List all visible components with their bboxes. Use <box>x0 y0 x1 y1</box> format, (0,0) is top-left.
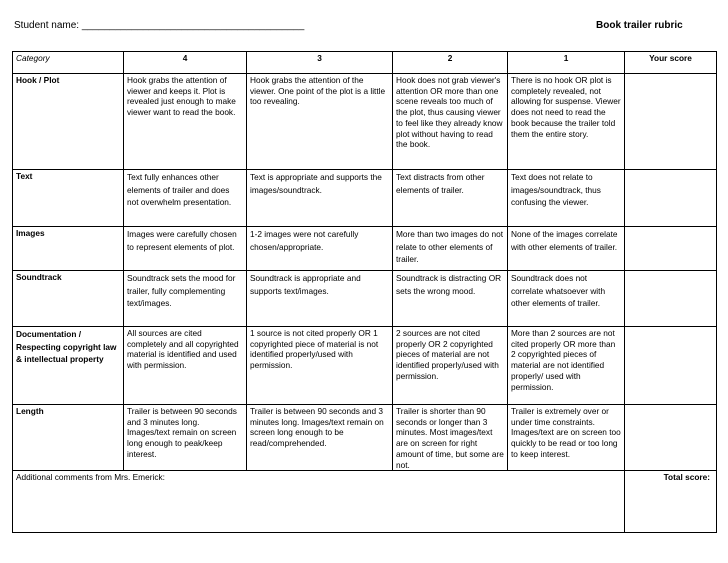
total-score-label: Total score: <box>625 471 717 533</box>
cell-hook-plot-1: There is no hook OR plot is completely revealed, not allowing for suspense. Viewer does not need to read the book because the trailer told them the entire story. <box>508 74 625 170</box>
cell-length-4: Trailer is between 90 seconds and 3 minutes long. Images/text remain on screen long enough to peak/keep interest. <box>124 405 247 471</box>
cell-length-2: Trailer is shorter than 90 seconds or longer than 3 minutes. Most images/text are on screen for right amount of time, but some are not. <box>393 405 508 471</box>
cell-images-2: More than two images do not relate to other elements of trailer. <box>393 227 508 271</box>
cell-documentation-1: More than 2 sources are not cited properly OR more than 2 copyrighted pieces of material are not identified properly/ used with permission. <box>508 327 625 405</box>
score-images[interactable] <box>625 227 717 271</box>
document-header <box>14 20 714 36</box>
cell-hook-plot-4: Hook grabs the attention of viewer and keeps it. Plot is revealed just enough to make viewer want to read the book. <box>124 74 247 170</box>
score-length[interactable] <box>625 405 717 471</box>
column-header-1: 1 <box>508 52 625 74</box>
cell-images-3: 1-2 images were not carefully chosen/appropriate. <box>247 227 393 271</box>
cell-soundtrack-4: Soundtrack sets the mood for trailer, fully complementing text/images. <box>124 271 247 327</box>
student-name-label: Student name: ________________________________________ <box>14 20 305 31</box>
category-documentation: Documentation / Respecting copyright law & intellectual property <box>13 327 124 405</box>
cell-documentation-3: 1 source is not cited properly OR 1 copyrighted piece of material is not identified properly/used with permission. <box>247 327 393 405</box>
cell-length-3: Trailer is between 90 seconds and 3 minutes long. Images/text remain on screen long enough to be read/comprehended. <box>247 405 393 471</box>
header-row <box>13 52 717 74</box>
row-documentation <box>13 327 717 405</box>
score-documentation[interactable] <box>625 327 717 405</box>
cell-soundtrack-3: Soundtrack is appropriate and supports text/images. <box>247 271 393 327</box>
cell-text-1: Text does not relate to images/soundtrack, thus confusing the viewer. <box>508 170 625 227</box>
column-header-2: 2 <box>393 52 508 74</box>
category-text: Text <box>13 170 124 227</box>
cell-documentation-4: All sources are cited completely and all copyrighted material is identified and used with permission. <box>124 327 247 405</box>
score-text[interactable] <box>625 170 717 227</box>
cell-soundtrack-1: Soundtrack does not correlate whatsoever with other elements of trailer. <box>508 271 625 327</box>
row-hook-plot <box>13 74 717 170</box>
score-hook-plot[interactable] <box>625 74 717 170</box>
category-images: Images <box>13 227 124 271</box>
column-header-your-score: Your score <box>625 52 717 74</box>
row-images <box>13 227 717 271</box>
cell-hook-plot-3: Hook grabs the attention of the viewer. One point of the plot is a little too revealing. <box>247 74 393 170</box>
row-text <box>13 170 717 227</box>
cell-text-2: Text distracts from other elements of trailer. <box>393 170 508 227</box>
column-header-4: 4 <box>124 52 247 74</box>
cell-text-4: Text fully enhances other elements of trailer and does not overwhelm presentation. <box>124 170 247 227</box>
score-soundtrack[interactable] <box>625 271 717 327</box>
cell-images-1: None of the images correlate with other elements of trailer. <box>508 227 625 271</box>
category-soundtrack: Soundtrack <box>13 271 124 327</box>
cell-hook-plot-2: Hook does not grab viewer's attention OR more than one scene reveals too much of the plot, thus causing viewer to feel like they already know plot without having to read the book. <box>393 74 508 170</box>
rubric-title: Book trailer rubric <box>596 20 683 31</box>
cell-length-1: Trailer is extremely over or under time constraints. Images/text are on screen too quickly to be read or too long to keep interest. <box>508 405 625 471</box>
column-header-3: 3 <box>247 52 393 74</box>
comments-row <box>13 471 717 533</box>
cell-text-3: Text is appropriate and supports the images/soundtrack. <box>247 170 393 227</box>
additional-comments[interactable]: Additional comments from Mrs. Emerick: <box>13 471 625 533</box>
row-length <box>13 405 717 471</box>
row-soundtrack <box>13 271 717 327</box>
category-length: Length <box>13 405 124 471</box>
category-hook-plot: Hook / Plot <box>13 74 124 170</box>
cell-soundtrack-2: Soundtrack is distracting OR sets the wrong mood. <box>393 271 508 327</box>
rubric-table <box>12 51 717 533</box>
cell-documentation-2: 2 sources are not cited properly OR 2 copyrighted pieces of material are not identified properly/used with permission. <box>393 327 508 405</box>
cell-images-4: Images were carefully chosen to represent elements of plot. <box>124 227 247 271</box>
column-header-category: Category <box>13 52 124 74</box>
